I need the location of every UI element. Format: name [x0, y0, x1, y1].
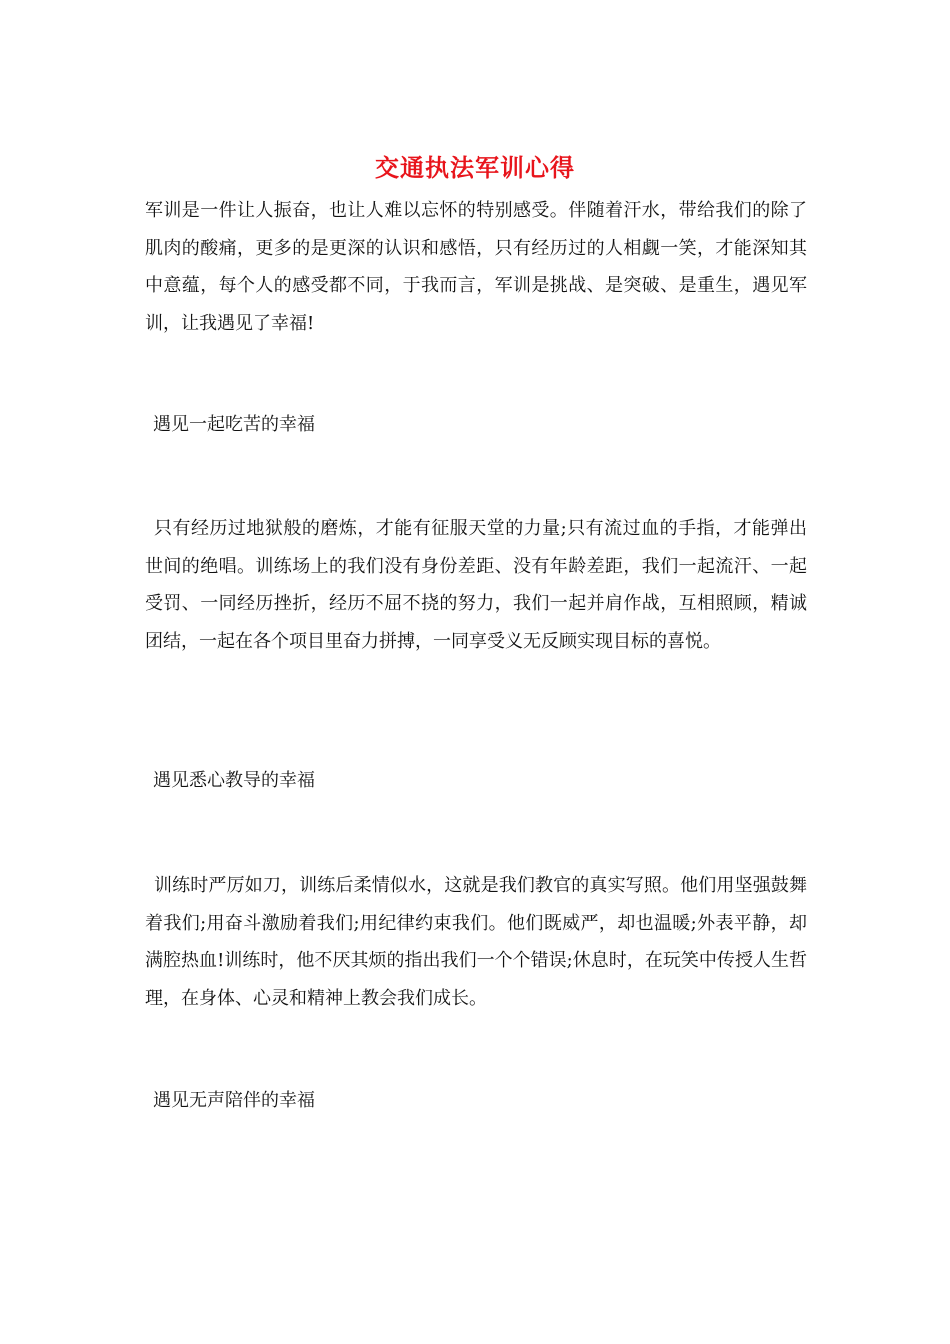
- document-title: 交通执法军训心得: [375, 153, 575, 182]
- section-body-2: 训练时严厉如刀，训练后柔情似水，这就是我们教官的真实写照。他们用坚强鼓舞着我们;用奋斗激励着我们;用纪律约束我们。他们既威严，却也温暖;外表平静，却满腔热血!训练时，他不厌其烦的指出我们一个个错误;休息时，在玩笑中传授人生哲理，在身体、心灵和精神上教会我们成长。: [145, 875, 807, 1009]
- intro-paragraph: 军训是一件让人振奋，也让人难以忘怀的特别感受。伴随着汗水，带给我们的除了肌肉的酸痛，更多的是更深的认识和感悟，只有经历过的人相觑一笑，才能深知其中意蕴，每个人的感受都不同，于我而言，军训是挑战、是突破、是重生，遇见军训，让我遇见了幸福!: [145, 200, 807, 334]
- section-heading-1: 遇见一起吃苦的幸福: [153, 414, 315, 435]
- section-heading-3: 遇见无声陪伴的幸福: [153, 1090, 315, 1111]
- section-heading-2: 遇见悉心教导的幸福: [153, 770, 315, 791]
- section-body-1: 只有经历过地狱般的磨炼，才能有征服天堂的力量;只有流过血的手指，才能弹出世间的绝唱。训练场上的我们没有身份差距、没有年龄差距，我们一起流汗、一起受罚、一同经历挫折，经历不屈不挠的努力，我们一起并肩作战，互相照顾，精诚团结，一起在各个项目里奋力拼搏，一同享受义无反顾实现目标的喜悦。: [145, 518, 807, 652]
